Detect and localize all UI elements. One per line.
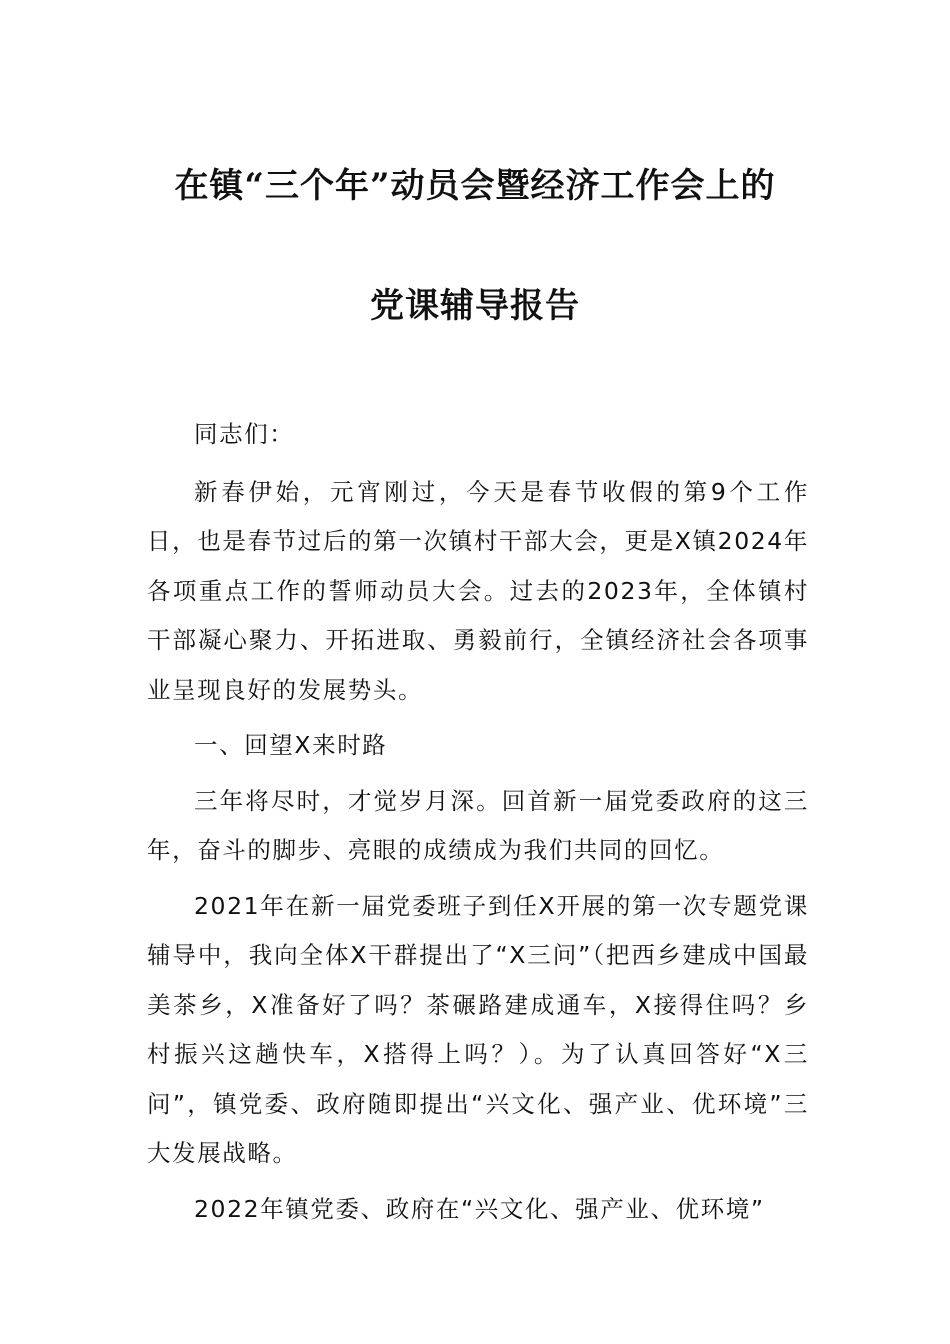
paragraph-review: 三年将尽时，才觉岁月深。回首新一届党委政府的这三年，奋斗的脚步、亮眼的成绩成为我们共同的回忆。 [147,786,809,864]
section-heading: 一、回望X来时路 [194,731,388,759]
paragraph-intro: 新春伊始，元宵刚过，今天是春节收假的第9个工作日，也是春节过后的第一次镇村干部大会，更是X镇2024年各项重点工作的誓师动员大会。过去的2023年，全体镇村干部凝心聚力、开拓进取、勇毅前行，全镇经济社会各项事业呈现良好的发展势头。 [147,477,809,704]
paragraph-2022: 2022年镇党委、政府在“兴文化、强产业、优环境” [194,1194,765,1223]
greeting: 同志们： [194,420,295,448]
paragraph-2021: 2021年在新一届党委班子到任X开展的第一次专题党课辅导中，我向全体X干群提出了“X三问”（把西乡建成中国最美茶乡，X准备好了吗？茶碾路建成通车，X接得住吗？乡村振兴这趟快车，X搭得上吗？）。为了认真回答好“X三问”，镇党委、政府随即提出“兴文化、强产业、优环境”三大发展战略。 [147,891,809,1167]
document-title-line-1: 在镇“三个年”动员会暨经济工作会上的 [174,166,776,206]
document-title-line-2: 党课辅导报告 [370,286,580,326]
document-body [147,410,809,1240]
